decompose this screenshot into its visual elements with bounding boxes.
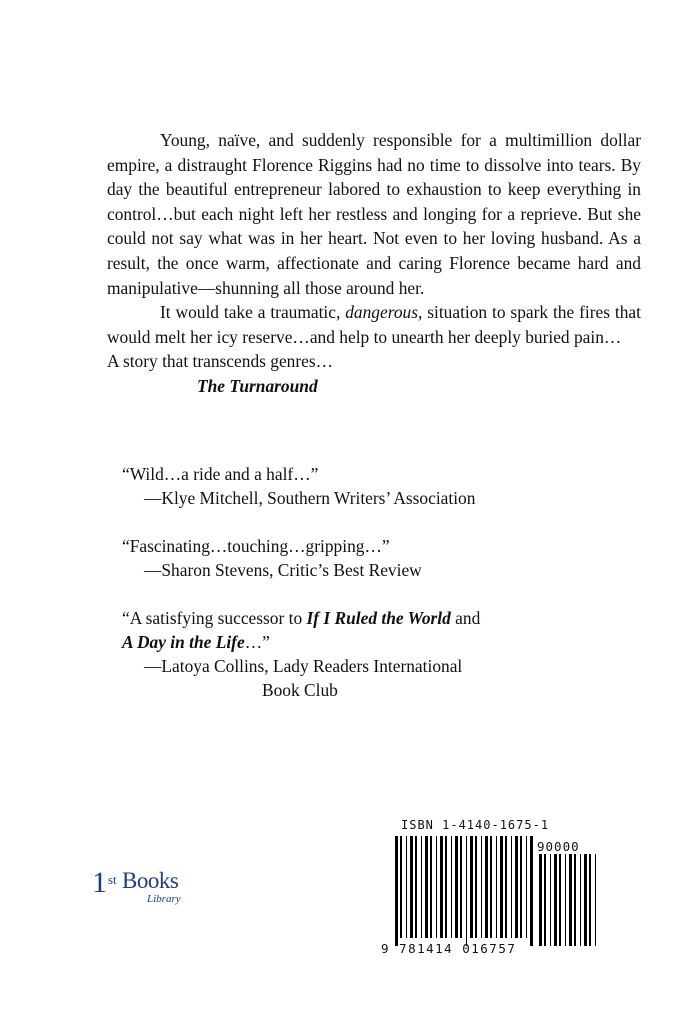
main-barcode-bars xyxy=(395,836,533,946)
logo-one: 1 xyxy=(92,866,107,899)
barcode-bar xyxy=(530,836,533,946)
barcode-bar xyxy=(400,836,402,938)
blurb-paragraph-1: Young, naïve, and suddenly responsible for a multimillion dollar empire, a distraught Florence Riggins had no time to dissolve into tears. By day the beautiful entrepreneur labored to exhaustion to keep everything in control…but each night left her restless and longing for a reprieve. But she could not say what was in her heart. Not even to her loving husband. As a result, the once warm, affectionate and caring Florence became hard and manipulative—shunning all those around her. xyxy=(107,130,641,298)
review-quote-line-1 xyxy=(122,606,552,630)
barcode-bar xyxy=(520,836,522,938)
price-code: 90000 xyxy=(537,839,580,854)
barcode-bar xyxy=(445,836,447,938)
barcode-bar xyxy=(425,836,428,938)
barcode-bar xyxy=(490,836,492,938)
ean-text: 9 781414 016757 xyxy=(381,941,517,956)
isbn-text: ISBN 1-4140-1675-1 xyxy=(401,818,550,832)
logo-library: Library xyxy=(147,893,181,905)
barcode-bar xyxy=(451,836,452,938)
review-2 xyxy=(122,534,552,582)
review-quote: “Wild…a ride and a half…” xyxy=(122,464,319,484)
barcode-bar xyxy=(395,836,398,946)
review-1 xyxy=(122,462,552,510)
review-3-text-c: …” xyxy=(244,632,270,652)
barcode-bar xyxy=(470,836,473,938)
barcode-bar xyxy=(481,836,482,938)
blurb-p2-text-a: It would take a traumatic, xyxy=(160,302,346,323)
barcode-bar xyxy=(550,854,551,946)
barcode-bar xyxy=(466,836,467,946)
review-attribution: —Sharon Stevens, Critic’s Best Review xyxy=(144,560,422,580)
barcode-bar xyxy=(460,836,462,938)
barcode-bar xyxy=(505,836,507,938)
blurb-paragraph-2 xyxy=(107,300,641,349)
barcode-bar xyxy=(410,836,413,938)
barcode-bar xyxy=(430,836,432,938)
book-title: The Turnaround xyxy=(197,375,318,396)
barcode-bar xyxy=(584,854,587,946)
barcode-bar xyxy=(475,836,477,938)
logo-books: Books xyxy=(122,868,179,893)
review-quote-line-2 xyxy=(122,630,552,654)
review-3 xyxy=(122,606,552,702)
barcode-bar xyxy=(440,836,443,938)
isbn-barcode xyxy=(381,818,606,958)
blurb-p2-emphasis: dangerous xyxy=(345,302,418,323)
barcode-bar xyxy=(511,836,512,938)
barcode-bar xyxy=(436,836,437,938)
review-3-text-a: “A satisfying successor to xyxy=(122,608,307,628)
review-3-text-b: and xyxy=(450,608,481,628)
barcode-bar xyxy=(544,854,546,946)
barcode-bar xyxy=(515,836,518,938)
barcode-bar xyxy=(406,836,407,938)
barcode-bar xyxy=(574,854,576,946)
review-3-title-1: If I Ruled the World xyxy=(306,608,451,628)
barcode-bar xyxy=(415,836,417,938)
barcode-bar xyxy=(485,836,488,938)
back-cover-blurb xyxy=(107,128,641,399)
review-quote: “Fascinating…touching…gripping…” xyxy=(122,536,390,556)
barcode-bar xyxy=(565,854,566,946)
barcode-bar xyxy=(496,836,497,938)
barcode-bar xyxy=(569,854,572,946)
review-attribution: —Klye Mitchell, Southern Writers’ Association xyxy=(144,488,476,508)
barcode-bar xyxy=(526,836,527,938)
publisher-logo xyxy=(92,866,212,914)
barcode-bar xyxy=(539,854,542,946)
barcode-bar xyxy=(580,854,581,946)
barcode-bar xyxy=(595,854,596,946)
blurb-p2-text-b: , situation to spark the fires that would melt her icy reserve…and help to unearth her deeply buried pain… xyxy=(107,302,641,347)
logo-st: st xyxy=(108,872,117,887)
review-attribution-line-2: Book Club xyxy=(262,680,338,700)
review-attribution: —Latoya Collins, Lady Readers International xyxy=(144,656,463,676)
reviews-section xyxy=(122,462,552,726)
barcode-bar xyxy=(589,854,591,946)
review-3-title-2: A Day in the Life xyxy=(122,632,245,652)
addon-barcode-bars xyxy=(539,854,596,946)
barcode-bar xyxy=(455,836,458,938)
barcode-bar xyxy=(421,836,422,938)
barcode-bar xyxy=(554,854,557,946)
barcode-bar xyxy=(500,836,503,938)
blurb-paragraph-3: A story that transcends genres… xyxy=(107,351,334,372)
barcode-bar xyxy=(559,854,561,946)
barcode-bars xyxy=(381,818,606,958)
